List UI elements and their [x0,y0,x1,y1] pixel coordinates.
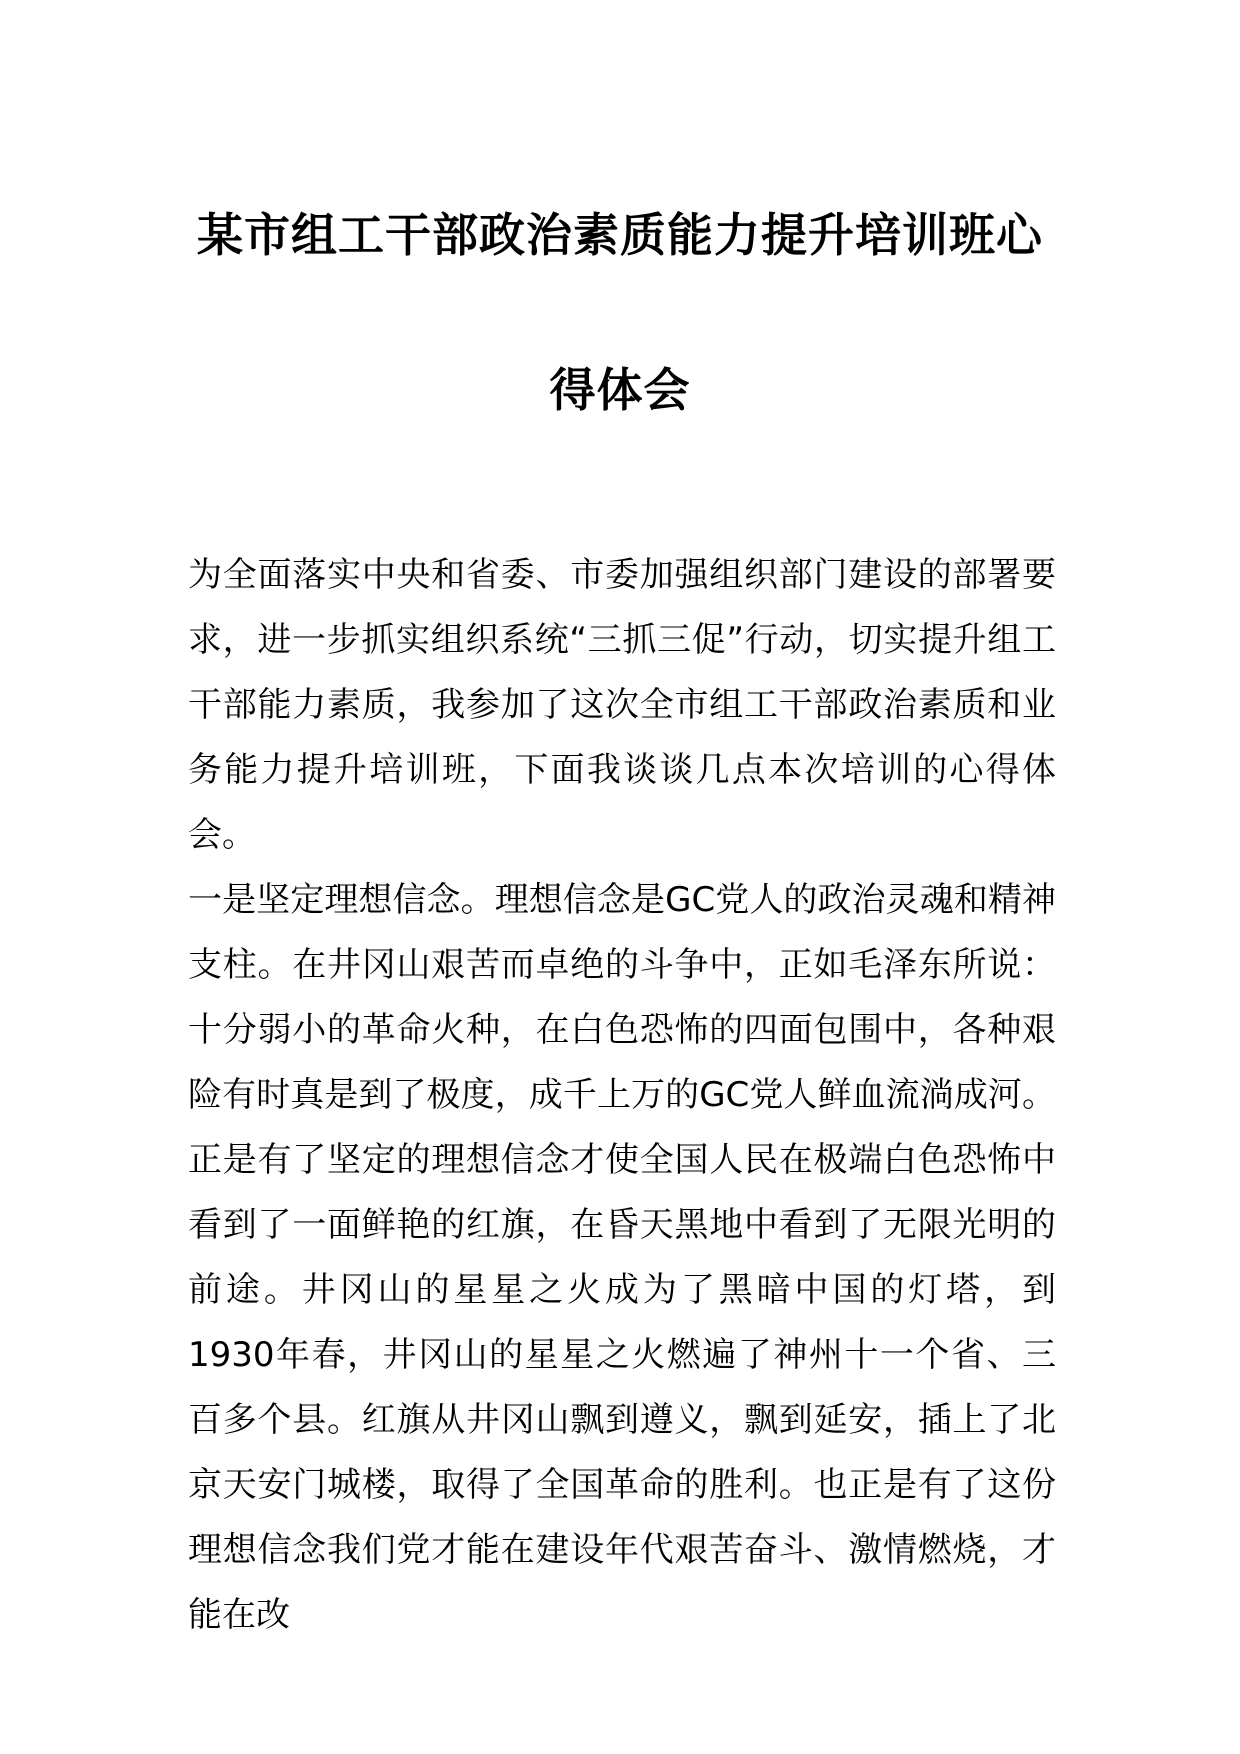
paragraph-ideals: 一是坚定理想信念。理想信念是GC党人的政治灵魂和精神支柱。在井冈山艰苦而卓绝的斗争中，正如毛泽东所说：十分弱小的革命火种，在白色恐怖的四面包围中，各种艰险有时真是到了极度，成千上万的GC党人鲜血流淌成河。正是有了坚定的理想信念才使全国人民在极端白色恐怖中看到了一面鲜艳的红旗，在昏天黑地中看到了无限光明的前途。井冈山的星星之火成为了黑暗中国的灯塔，到1930年春，井冈山的星星之火燃遍了神州十一个省、三百多个县。红旗从井冈山飘到遵义，飘到延安，插上了北京天安门城楼，取得了全国革命的胜利。也正是有了这份理想信念我们党才能在建设年代艰苦奋斗、激情燃烧，才能在改 [188,880,1056,1635]
document-body [188,543,1056,1648]
document-title-line-2: 得体会 [549,363,691,417]
document-title-line-1: 某市组工干部政治素质能力提升培训班心 [197,208,1043,262]
paragraph-intro: 为全面落实中央和省委、市委加强组织部门建设的部署要求，进一步抓实组织系统“三抓三促”行动，切实提升组工干部能力素质，我参加了这次全市组工干部政治素质和业务能力提升培训班，下面我谈谈几点本次培训的心得体会。 [188,555,1056,855]
